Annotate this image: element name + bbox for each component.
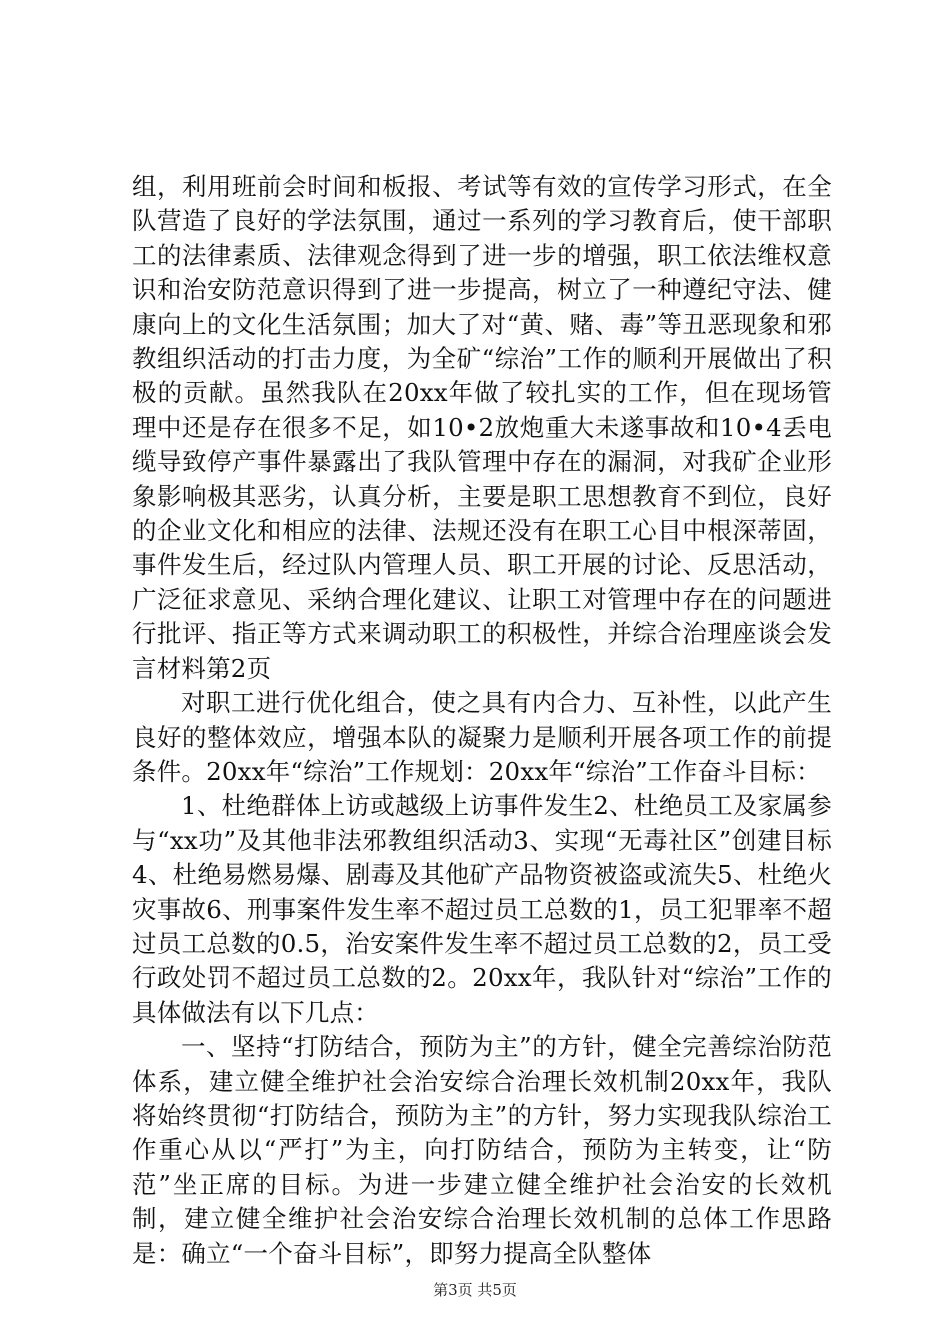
- paragraph-2: 对职工进行优化组合，使之具有内合力、互补性，以此产生良好的整体效应，增强本队的凝聚力是顺利开展各项工作的前提条件。20xx年“综治”工作规划：20xx年“综治”工作奋斗目标：: [132, 688, 832, 786]
- paragraph-1: 组，利用班前会时间和板报、考试等有效的宣传学习形式，在全队营造了良好的学法氛围，通过一系列的学习教育后，使干部职工的法律素质、法律观念得到了进一步的增强，职工依法维权意识和治安防范意识得到了进一步提高，树立了一种遵纪守法、健康向上的文化生活氛围；加大了对“黄、赌、毒”等丑恶现象和邪教组织活动的打击力度，为全矿“综治”工作的顺利开展做出了积极的贡献。虽然我队在20xx年做了较扎实的工作，但在现场管理中还是存在很多不足，如10•2放炮重大未遂事故和10•4丢电缆导致停产事件暴露出了我队管理中存在的漏洞，对我矿企业形象影响极其恶劣，认真分析，主要是职工思想教育不到位，良好的企业文化和相应的法律、法规还没有在职工心目中根深蒂固，事件发生后，经过队内管理人员、职工开展的讨论、反思活动，广泛征求意见、采纳合理化建议、让职工对管理中存在的问题进行批评、指正等方式来调动职工的积极性，并综合治理座谈会发言材料第2页: [132, 172, 832, 683]
- paragraph-4: 一、坚持“打防结合，预防为主”的方针，健全完善综治防范体系，建立健全维护社会治安综合治理长效机制20xx年，我队将始终贯彻“打防结合，预防为主”的方针，努力实现我队综治工作重心从以“严打”为主，向打防结合，预防为主转变，让“防范”坐正席的目标。为进一步建立健全维护社会治安的长效机制，建立健全维护社会治安综合治理长效机制的总体工作思路是：确立“一个奋斗目标”，即努力提高全队整体: [132, 1032, 832, 1268]
- page-number-footer: 第3页 共5页: [433, 1281, 517, 1299]
- document-body: [132, 170, 832, 1271]
- paragraph-3: 1、杜绝群体上访或越级上访事件发生2、杜绝员工及家属参与“xx功”及其他非法邪教组织活动3、实现“无毒社区”创建目标4、杜绝易燃易爆、剧毒及其他矿产品物资被盗或流失5、杜绝火灾事故6、刑事案件发生率不超过员工总数的1，员工犯罪率不超过员工总数的0.5，治安案件发生率不超过员工总数的2，员工受行政处罚不超过员工总数的2。20xx年，我队针对“综治”工作的具体做法有以下几点：: [132, 791, 832, 1027]
